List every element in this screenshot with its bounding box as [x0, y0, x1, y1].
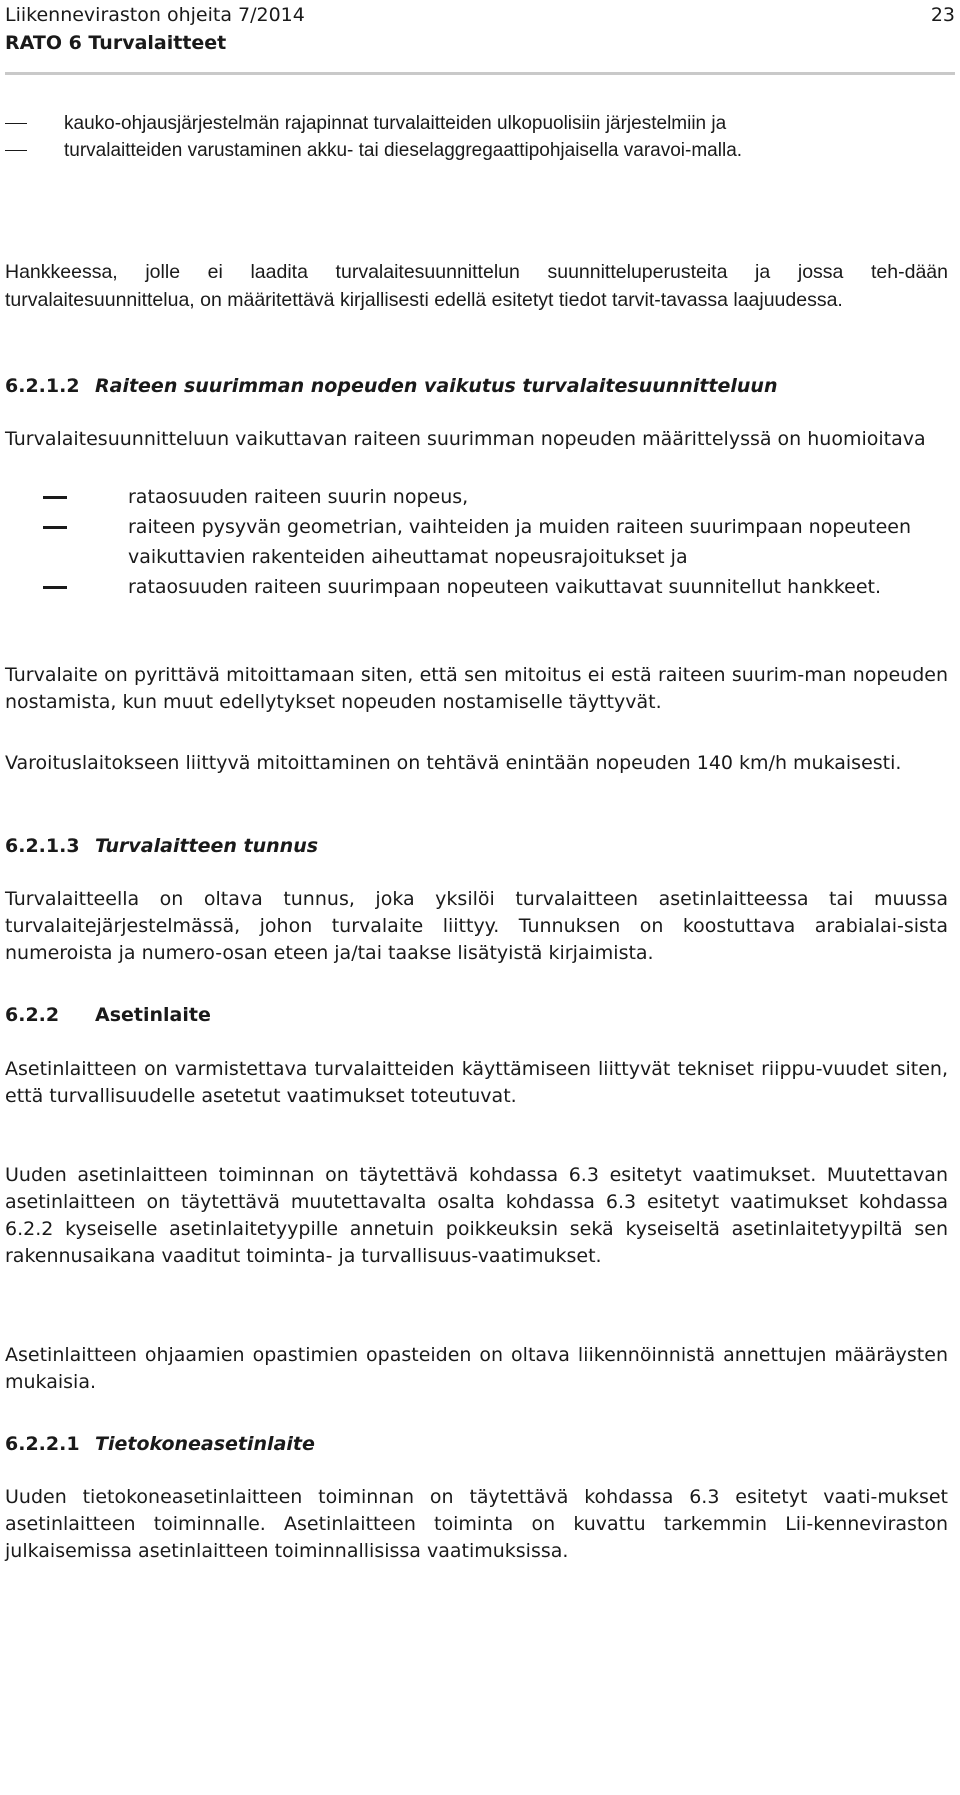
section-heading-6213	[5, 833, 948, 859]
list-item-text: rataosuuden raiteen suurin nopeus,	[128, 486, 469, 508]
list-item	[5, 512, 920, 572]
section-title: Raiteen suurimman nopeuden vaikutus turvalaitesuunnitteluun	[95, 375, 778, 397]
list-item-text: raiteen pysyvän geometrian, vaihteiden ja muiden raiteen suurimpaan nopeuteen vaikuttavien rakenteiden aiheuttamat nopeusrajoitukset ja	[128, 516, 911, 568]
paragraph-asetin-1: Asetinlaitteen on varmistettava turvalaitteiden käyttämiseen liittyvät tekniset riippu-vuudet siten, että turvallisuudelle asetetut vaatimukset toteutuvat.	[5, 1058, 948, 1107]
paragraph-tunnus: Turvalaitteella on oltava tunnus, joka yksilöi turvalaitteen asetinlaitteessa tai muussa turvalaitejärjestelmässä, johon turvalaite liittyy. Tunnuksen on koostuttava arabialai-sista numeroista ja numero-osan eteen ja/tai taakse lisätyistä kirjaimista.	[5, 888, 948, 964]
section-title: Asetinlaite	[95, 1004, 211, 1026]
dash-icon	[43, 496, 67, 499]
list-item	[5, 482, 920, 512]
list-item-text: rataosuuden raiteen suurimpaan nopeuteen vaikuttavat suunnitellut hankkeet.	[128, 576, 882, 598]
section-title: Turvalaitteen tunnus	[95, 835, 319, 857]
document-series-title: Liikenneviraston ohjeita 7/2014	[5, 4, 305, 26]
section-number: 6.2.1.2	[5, 375, 80, 397]
paragraph-asetin-3: Asetinlaitteen ohjaamien opastimien opasteiden on oltava liikennöinnistä annettujen määräysten mukaisia.	[5, 1344, 948, 1393]
paragraph-asetin-2: Uuden asetinlaitteen toiminnan on täytettävä kohdassa 6.3 esitetyt vaatimukset. Muutettavan asetinlaitteen on täytettävä muutettavalta osalta kohdassa 6.3 esitetyt vaatimukset kohdassa 6.2.2 kyseiselle asetinlaitetyypille annetuin poikkeuksin sekä kyseiseltä asetinlaitetyypiltä sen rakennusaikana vaaditut toiminta- ja turvallisuus-vaatimukset.	[5, 1164, 948, 1267]
list-item-text: kauko-ohjausjärjestelmän rajapinnat turvalaitteiden ulkopuolisiin järjestelmiin ja	[64, 113, 727, 134]
section-number: 6.2.1.3	[5, 835, 80, 857]
paragraph-varoitus: Varoituslaitokseen liittyvä mitoittaminen on tehtävä enintään nopeuden 140 km/h mukaisesti.	[5, 752, 902, 774]
list-item	[5, 572, 920, 602]
dash-icon	[43, 526, 67, 529]
bullet-list	[5, 482, 920, 602]
section-number: 6.2.2.1	[5, 1433, 80, 1455]
dash-icon	[43, 586, 67, 589]
document-subtitle: RATO 6 Turvalaitteet	[5, 32, 227, 54]
paragraph-intro: Turvalaitesuunnitteluun vaikuttavan raiteen suurimman nopeuden määrittelyssä on huomioitava	[5, 428, 926, 450]
paragraph-hankkeessa: Hankkeessa, jolle ei laadita turvalaitesuunnittelun suunnitteluperusteita ja jossa teh-dään turvalaitesuunnittelua, on määritettävä kirjallisesti edellä esitetyt tiedot tarvit-tavassa laajuudessa.	[5, 261, 948, 311]
dash-icon	[5, 123, 27, 124]
dash-icon	[5, 150, 27, 151]
section-heading-6221	[5, 1431, 948, 1457]
list-item	[5, 137, 870, 164]
paragraph-tietokone: Uuden tietokoneasetinlaitteen toiminnan on täytettävä kohdassa 6.3 esitetyt vaati-mukset asetinlaitteen toiminnalle. Asetinlaitteen toiminta on kuvattu tarkemmin Lii-kenneviraston julkaisemissa asetinlaitteen toiminnallisissa vaatimuksissa.	[5, 1486, 948, 1562]
section-heading-6212	[5, 373, 948, 399]
section-title: Tietokoneasetinlaite	[95, 1433, 315, 1455]
paragraph-turvalaite: Turvalaite on pyrittävä mitoittamaan siten, että sen mitoitus ei estä raiteen suurim-man nopeuden nostamista, kun muut edellytykset nopeuden nostamiselle täyttyvät.	[5, 664, 948, 713]
page-number: 23	[930, 4, 955, 26]
section-heading-622	[5, 1002, 948, 1028]
dash-list	[5, 110, 870, 164]
list-item	[5, 110, 870, 137]
list-item-text: turvalaitteiden varustaminen akku- tai dieselaggregaattipohjaisella varavoi-malla.	[64, 140, 743, 161]
page-header	[5, 0, 955, 75]
section-number: 6.2.2	[5, 1004, 60, 1026]
